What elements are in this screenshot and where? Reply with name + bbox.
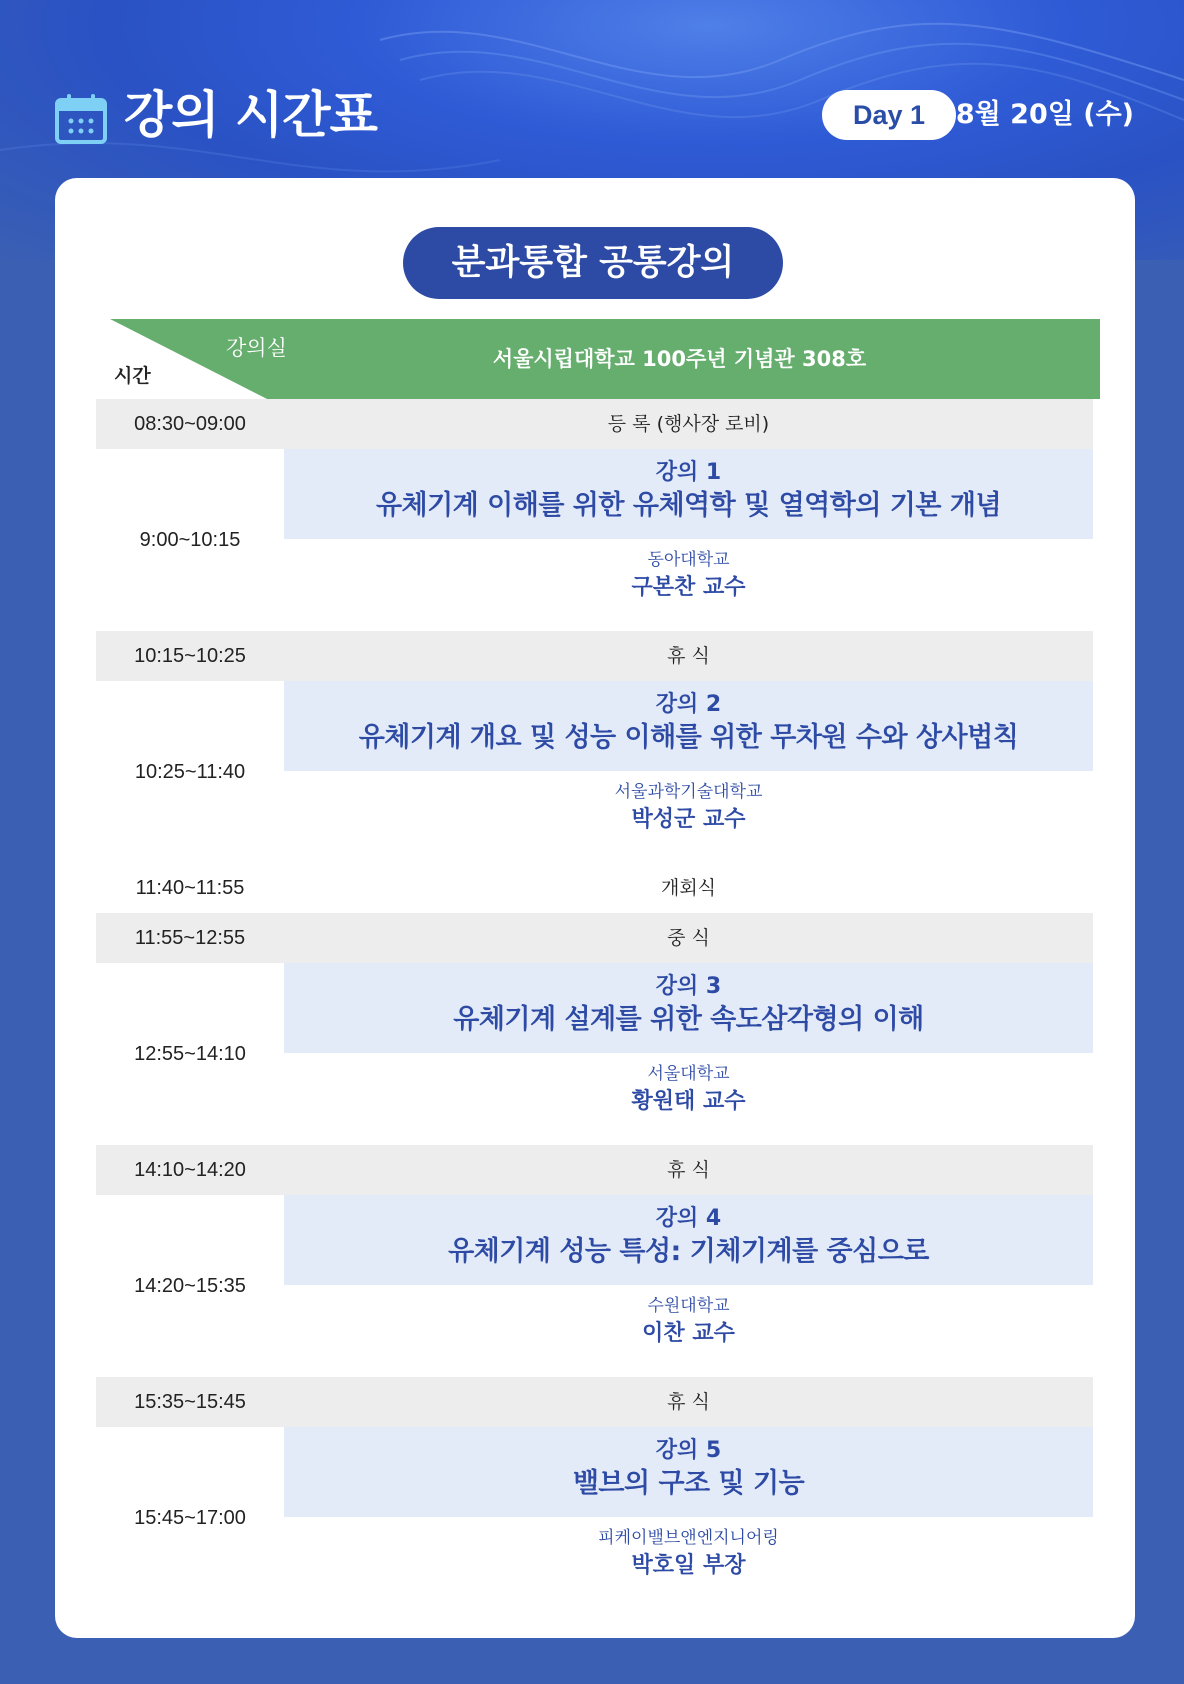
- lecture-title: 유체기계 설계를 위한 속도삼각형의 이해: [453, 1004, 924, 1035]
- day-badge: Day 1: [822, 90, 956, 140]
- event-date: 8월 20일 (수): [955, 99, 1134, 130]
- lecture-row: [96, 681, 1093, 863]
- section-title: 분과통합 공통강의: [403, 227, 783, 299]
- table-row: [96, 1145, 1093, 1195]
- speaker-info: [284, 1061, 1093, 1117]
- page-header: [54, 80, 1136, 150]
- speaker-name: 박성군 교수: [631, 807, 746, 832]
- time-header: 시간: [114, 365, 151, 387]
- table-row: [96, 863, 1093, 913]
- page-title: 강의 시간표: [124, 86, 377, 144]
- speaker-info: [284, 779, 1093, 835]
- schedule-card: [55, 178, 1135, 1638]
- lecture-row: [96, 1195, 1093, 1377]
- lecture-box: [284, 963, 1093, 1053]
- speaker-affiliation: 서울과학기술대학교: [614, 782, 763, 802]
- row-event: 휴 식: [667, 1159, 710, 1181]
- speaker-affiliation: 피케이밸브앤엔지니어링: [598, 1528, 779, 1548]
- lecture-number: 강의 5: [655, 1438, 722, 1463]
- room-header: 강의실: [226, 336, 287, 360]
- lecture-box: [284, 1195, 1093, 1285]
- row-event: 휴 식: [667, 1391, 710, 1413]
- schedule-table: [96, 319, 1093, 1609]
- speaker-info: [284, 547, 1093, 603]
- lecture-box: [284, 449, 1093, 539]
- lecture-number: 강의 2: [655, 692, 722, 717]
- lecture-title: 밸브의 구조 및 기능: [572, 1468, 805, 1499]
- title-group: [54, 80, 377, 150]
- lecture-number: 강의 3: [655, 974, 722, 999]
- speaker-name: 박호일 부장: [631, 1553, 746, 1578]
- lecture-box: [284, 1427, 1093, 1517]
- lecture-title: 유체기계 성능 특성: 기체기계를 중심으로: [448, 1236, 929, 1267]
- row-event: 개회식: [660, 877, 717, 899]
- row-time: 11:40~11:55: [135, 877, 245, 899]
- speaker-name: 이찬 교수: [642, 1321, 735, 1346]
- lecture-row: [96, 963, 1093, 1145]
- row-time: 11:55~12:55: [134, 927, 246, 949]
- row-time: 10:15~10:25: [134, 645, 246, 667]
- speaker-affiliation: 동아대학교: [647, 550, 730, 570]
- speaker-affiliation: 수원대학교: [647, 1296, 730, 1316]
- venue-header: 서울시립대학교 100주년 기념관 308호: [492, 347, 867, 371]
- speaker-name: 구본찬 교수: [631, 575, 746, 600]
- table-row: [96, 1377, 1093, 1427]
- speaker-name: 황원태 교수: [631, 1089, 746, 1114]
- row-time: 15:35~15:45: [134, 1391, 246, 1413]
- lecture-number: 강의 4: [655, 1206, 722, 1231]
- table-row: [96, 913, 1093, 963]
- table-header: [96, 319, 1093, 399]
- row-time: 15:45~17:00: [134, 1507, 246, 1529]
- speaker-info: [284, 1525, 1093, 1581]
- row-time: 10:25~11:40: [134, 761, 246, 783]
- row-event: 휴 식: [667, 645, 710, 667]
- calendar-icon: [54, 91, 108, 145]
- table-row: [96, 631, 1093, 681]
- lecture-box: [284, 681, 1093, 771]
- speaker-info: [284, 1293, 1093, 1349]
- row-time: 14:20~15:35: [134, 1275, 246, 1297]
- row-event: 등 록 (행사장 로비): [607, 413, 770, 435]
- lecture-row: [96, 449, 1093, 631]
- speaker-affiliation: 서울대학교: [647, 1064, 730, 1084]
- row-time: 14:10~14:20: [134, 1159, 246, 1181]
- table-row: [96, 399, 1093, 449]
- lecture-title: 유체기계 이해를 위한 유체역학 및 열역학의 기본 개념: [375, 490, 1002, 521]
- lecture-number: 강의 1: [655, 460, 722, 485]
- row-time: 08:30~09:00: [134, 413, 246, 435]
- row-event: 중 식: [667, 927, 710, 949]
- lecture-row: [96, 1427, 1093, 1609]
- row-time: 12:55~14:10: [134, 1043, 246, 1065]
- lecture-title: 유체기계 개요 및 성능 이해를 위한 무차원 수와 상사법칙: [358, 722, 1019, 753]
- row-time: 9:00~10:15: [139, 529, 241, 551]
